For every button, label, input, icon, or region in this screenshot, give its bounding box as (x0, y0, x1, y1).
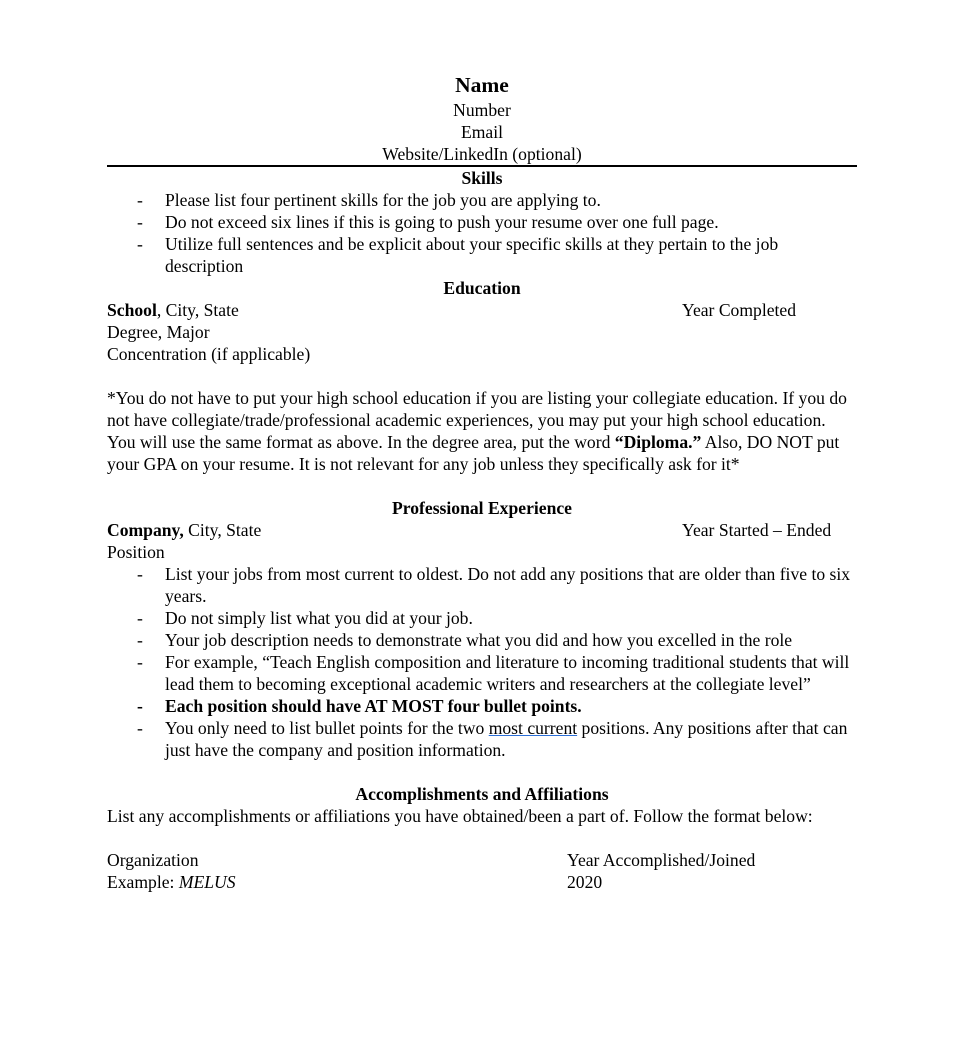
experience-bullet: - Your job description needs to demonstrate what you did and how you excelled in the role (137, 630, 793, 650)
company-name: Company, (107, 520, 184, 540)
accomplishments-title: Accomplishments and Affiliations (355, 784, 609, 804)
experience-company-row (107, 519, 857, 541)
experience-years: Year Started – Ended (682, 520, 832, 540)
dash-bullet-icon: - (137, 234, 143, 254)
example-year: 2020 (567, 872, 603, 892)
experience-bullet: - Each position should have AT MOST four bullet points. (137, 696, 582, 716)
dash-bullet-icon: - (137, 608, 143, 628)
experience-position: Position (107, 542, 165, 562)
underlined-phrase: most current (488, 718, 578, 738)
dash-bullet-icon: - (137, 190, 143, 210)
education-year: Year Completed (682, 300, 797, 320)
company-location: City, State (183, 520, 262, 540)
accomplishments-intro: List any accomplishments or affiliations you have obtained/been a part of. Follow the format below: (107, 806, 813, 826)
accomplishments-header-row (107, 849, 857, 871)
accomplishments-example-row: Example: MELUS 2020 (107, 872, 603, 892)
experience-bullet: - For example, “Teach English composition and literature to incoming traditional students that will lead them to becoming exceptional academic writers and researchers at the collegiate level” (137, 652, 850, 694)
education-concentration: Concentration (if applicable) (107, 344, 311, 364)
skills-bullet: - Utilize full sentences and be explicit about your specific skills at they pertain to the job description (137, 234, 779, 276)
dash-bullet-icon: - (137, 630, 143, 650)
dash-bullet-icon: - (137, 212, 143, 232)
experience-bullet: - List your jobs from most current to oldest. Do not add any positions that are older than five to six years. (137, 564, 851, 606)
resume-page (107, 72, 857, 893)
header-email: Email (460, 122, 504, 142)
dash-bullet-icon: - (137, 564, 143, 584)
header-website: Website/LinkedIn (optional) (107, 143, 857, 167)
organization-label: Organization (107, 850, 199, 870)
experience-bullet: - Do not simply list what you did at your job. (137, 608, 473, 628)
skills-title: Skills (461, 168, 503, 188)
dash-bullet-icon: - (137, 652, 143, 672)
education-note: *You do not have to put your high school education if you are listing your collegiate education. If you do not have collegiate/trade/professional academic experiences, you may put your high school education. You will use the same format as above. In the degree area, put the word “Diploma.” Also, DO NOT put your GPA on your resume. It is not relevant for any job unless they specifically ask for it* (107, 388, 847, 474)
education-title: Education (443, 278, 521, 298)
education-degree: Degree, Major (107, 322, 210, 342)
header-name: Name (455, 73, 509, 97)
skills-bullet: - Do not exceed six lines if this is going to push your resume over one full page. (137, 212, 719, 232)
year-label: Year Accomplished/Joined (567, 850, 756, 870)
skills-bullet: - Please list four pertinent skills for the job you are applying to. (137, 190, 601, 210)
school-name: School (107, 300, 157, 320)
dash-bullet-icon: - (137, 696, 143, 716)
header-number: Number (453, 100, 511, 120)
school-location: , City, State (156, 300, 239, 320)
education-school-row (107, 299, 857, 321)
dash-bullet-icon: - (137, 718, 143, 738)
experience-title: Professional Experience (392, 498, 572, 518)
experience-bullet: - You only need to list bullet points for the two most current positions. Any positions after that can just have the company and position information. (137, 718, 848, 760)
example-organization: MELUS (178, 872, 236, 892)
